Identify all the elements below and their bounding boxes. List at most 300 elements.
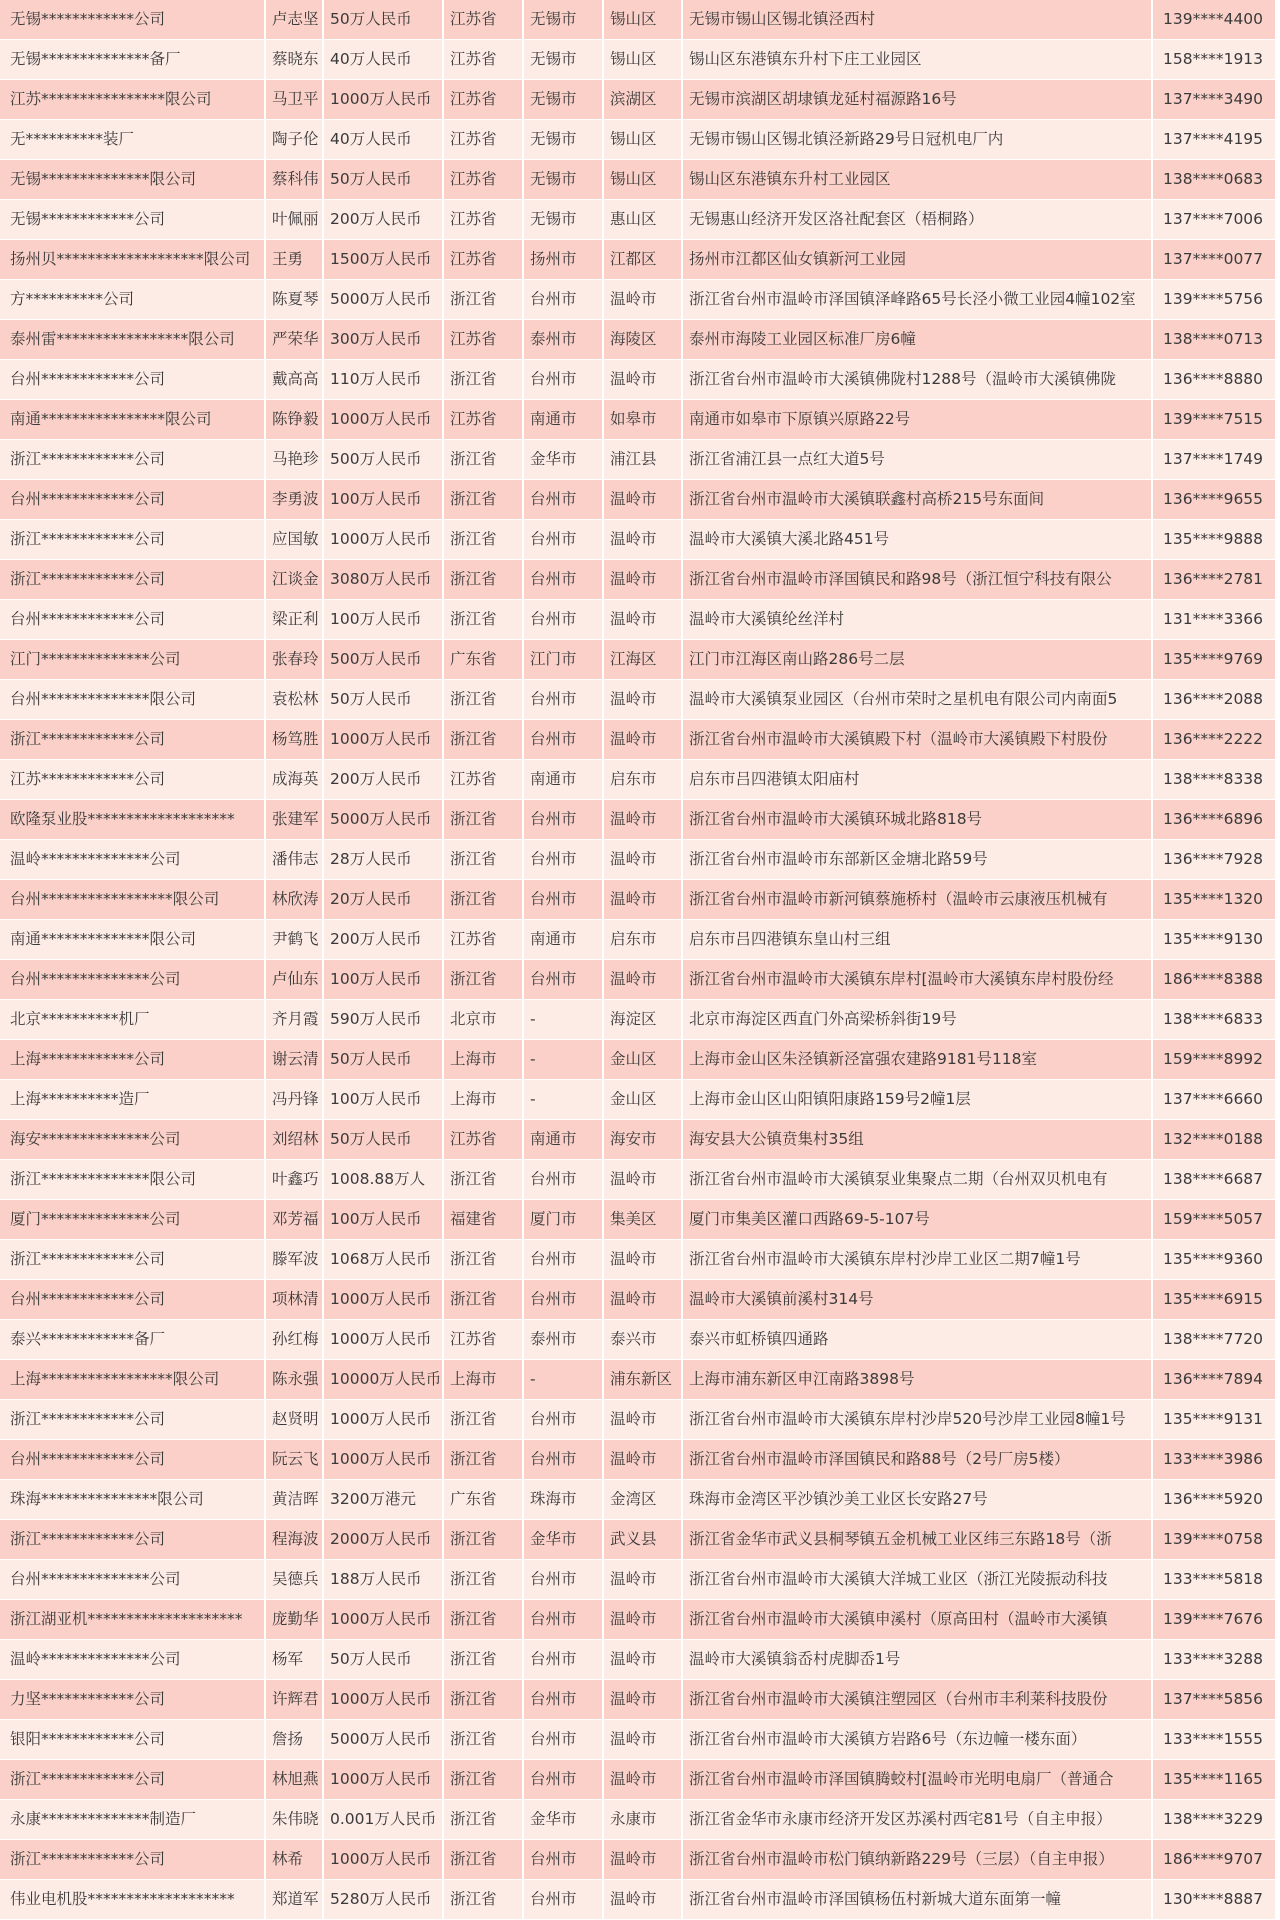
province-cell: 浙江省: [444, 1600, 524, 1639]
city-cell: 台州市: [524, 1760, 604, 1799]
phone-cell: 133****1555: [1163, 1730, 1264, 1748]
province-cell: 浙江省: [444, 1760, 524, 1799]
registered-capital-cell: 100万人民币: [324, 1200, 444, 1239]
city-cell: -: [524, 1040, 604, 1079]
contact-name-cell: 冯丹锋: [266, 1080, 324, 1119]
address-cell: 上海市金山区朱泾镇新泾富强农建路9181号118室: [683, 1040, 1153, 1079]
province-cell: 浙江省: [444, 720, 524, 759]
company-name-cell: 泰兴************备厂: [0, 1320, 266, 1359]
address-cell: 浙江省台州市温岭市大溪镇东岸村沙岸工业区二期7幢1号: [683, 1240, 1153, 1279]
district-cell: 温岭市: [604, 1280, 683, 1319]
address-cell: 浙江省台州市温岭市大溪镇联鑫村高桥215号东面间: [683, 480, 1153, 519]
district-cell: 温岭市: [604, 1840, 683, 1879]
company-name-cell: 泰州雷*****************限公司: [0, 320, 266, 359]
province-cell: 浙江省: [444, 440, 524, 479]
address-cell: 浙江省台州市温岭市松门镇纳新路229号（三层）（自主申报）: [683, 1840, 1153, 1879]
city-cell: 金华市: [524, 440, 604, 479]
table-row: [0, 600, 1275, 640]
contact-name-cell: 陈铮毅: [266, 400, 324, 439]
address-cell: 浙江省台州市温岭市泽国镇腾蛟村[温岭市光明电扇厂（普通合: [683, 1760, 1153, 1799]
district-cell: 温岭市: [604, 1640, 683, 1679]
contact-name-cell: 邓芳福: [266, 1200, 324, 1239]
registered-capital-cell: 10000万人民币: [324, 1360, 444, 1399]
registered-capital-cell: 1000万人民币: [324, 520, 444, 559]
company-name-cell: 力坚************公司: [0, 1680, 266, 1719]
phone-cell: 136****2222: [1163, 730, 1264, 748]
phone-cell: 135****9131: [1163, 1410, 1264, 1428]
city-cell: 台州市: [524, 680, 604, 719]
district-cell: 温岭市: [604, 1720, 683, 1759]
table-row: [0, 1840, 1275, 1880]
city-cell: 台州市: [524, 1280, 604, 1319]
company-name-cell: 浙江************公司: [0, 440, 266, 479]
district-cell: 金山区: [604, 1040, 683, 1079]
district-cell: 温岭市: [604, 960, 683, 999]
phone-cell: 138****6687: [1163, 1170, 1264, 1188]
table-row: [0, 1200, 1275, 1240]
address-cell: 启东市吕四港镇太阳庙村: [683, 760, 1153, 799]
table-row: [0, 1480, 1275, 1520]
company-name-cell: 无锡**************限公司: [0, 160, 266, 199]
city-cell: 泰州市: [524, 320, 604, 359]
address-cell: 浙江省台州市温岭市新河镇蔡施桥村（温岭市云康液压机械有: [683, 880, 1153, 919]
address-cell: 浙江省金华市永康市经济开发区苏溪村西宅81号（自主申报）: [683, 1800, 1153, 1839]
province-cell: 福建省: [444, 1200, 524, 1239]
city-cell: 无锡市: [524, 80, 604, 119]
province-cell: 江苏省: [444, 80, 524, 119]
address-cell: 无锡市滨湖区胡埭镇龙延村福源路16号: [683, 80, 1153, 119]
contact-name-cell: 孙红梅: [266, 1320, 324, 1359]
district-cell: 集美区: [604, 1200, 683, 1239]
company-name-cell: 台州************公司: [0, 1280, 266, 1319]
district-cell: 温岭市: [604, 1600, 683, 1639]
city-cell: 台州市: [524, 1640, 604, 1679]
contact-name-cell: 程海波: [266, 1520, 324, 1559]
province-cell: 浙江省: [444, 1720, 524, 1759]
address-cell: 浙江省台州市温岭市泽国镇民和路88号（2号厂房5楼）: [683, 1440, 1153, 1479]
district-cell: 永康市: [604, 1800, 683, 1839]
phone-cell: 135****9888: [1163, 530, 1264, 548]
company-name-cell: 浙江************公司: [0, 560, 266, 599]
table-row: [0, 0, 1275, 40]
company-name-cell: 浙江************公司: [0, 720, 266, 759]
company-name-cell: 浙江************公司: [0, 1840, 266, 1879]
contact-name-cell: 叶鑫巧: [266, 1160, 324, 1199]
city-cell: 台州市: [524, 1160, 604, 1199]
phone-cell: 139****5756: [1163, 290, 1264, 308]
company-name-cell: 扬州贝*******************限公司: [0, 240, 266, 279]
phone-cell: 136****8880: [1163, 370, 1264, 388]
contact-name-cell: 张建军: [266, 800, 324, 839]
phone-cell: 139****4400: [1163, 10, 1264, 28]
company-name-cell: 无**********装厂: [0, 120, 266, 159]
district-cell: 温岭市: [604, 600, 683, 639]
province-cell: 浙江省: [444, 360, 524, 399]
district-cell: 温岭市: [604, 1440, 683, 1479]
phone-cell: 137****3490: [1163, 90, 1264, 108]
district-cell: 浦东新区: [604, 1360, 683, 1399]
registered-capital-cell: 1000万人民币: [324, 1320, 444, 1359]
phone-cell: 135****9360: [1163, 1250, 1264, 1268]
province-cell: 江苏省: [444, 0, 524, 39]
district-cell: 锡山区: [604, 160, 683, 199]
contact-name-cell: 朱伟晓: [266, 1800, 324, 1839]
table-row: [0, 760, 1275, 800]
province-cell: 浙江省: [444, 1280, 524, 1319]
phone-cell: 138****0683: [1163, 170, 1264, 188]
table-row: [0, 1760, 1275, 1800]
phone-cell: 186****8388: [1163, 970, 1264, 988]
province-cell: 江苏省: [444, 920, 524, 959]
contact-name-cell: 戴高高: [266, 360, 324, 399]
city-cell: 台州市: [524, 560, 604, 599]
address-cell: 浙江省浦江县一点红大道5号: [683, 440, 1153, 479]
registered-capital-cell: 5000万人民币: [324, 1720, 444, 1759]
address-cell: 浙江省台州市温岭市大溪镇申溪村（原高田村（温岭市大溪镇: [683, 1600, 1153, 1639]
company-name-cell: 台州************公司: [0, 360, 266, 399]
district-cell: 温岭市: [604, 1400, 683, 1439]
registered-capital-cell: 1008.88万人: [324, 1160, 444, 1199]
company-name-cell: 台州************公司: [0, 1440, 266, 1479]
registered-capital-cell: 500万人民币: [324, 440, 444, 479]
table-row: [0, 280, 1275, 320]
city-cell: 台州市: [524, 1680, 604, 1719]
contact-name-cell: 马卫平: [266, 80, 324, 119]
city-cell: 台州市: [524, 1600, 604, 1639]
district-cell: 温岭市: [604, 1560, 683, 1599]
registered-capital-cell: 1000万人民币: [324, 720, 444, 759]
city-cell: 台州市: [524, 800, 604, 839]
registered-capital-cell: 1000万人民币: [324, 400, 444, 439]
table-row: [0, 520, 1275, 560]
contact-name-cell: 赵贤明: [266, 1400, 324, 1439]
registered-capital-cell: 50万人民币: [324, 0, 444, 39]
province-cell: 上海市: [444, 1080, 524, 1119]
province-cell: 浙江省: [444, 1440, 524, 1479]
phone-cell: 137****1749: [1163, 450, 1264, 468]
phone-cell: 138****8338: [1163, 770, 1264, 788]
address-cell: 浙江省台州市温岭市大溪镇注塑园区（台州市丰利莱科技股份: [683, 1680, 1153, 1719]
address-cell: 浙江省台州市温岭市泽国镇民和路98号（浙江恒宁科技有限公: [683, 560, 1153, 599]
contact-name-cell: 阮云飞: [266, 1440, 324, 1479]
table-row: [0, 1640, 1275, 1680]
table-row: [0, 840, 1275, 880]
company-name-cell: 无锡************公司: [0, 200, 266, 239]
company-name-cell: 台州**************公司: [0, 960, 266, 999]
table-row: [0, 640, 1275, 680]
contact-name-cell: 杨笃胜: [266, 720, 324, 759]
district-cell: 温岭市: [604, 1240, 683, 1279]
company-name-cell: 台州************公司: [0, 600, 266, 639]
registered-capital-cell: 50万人民币: [324, 680, 444, 719]
contact-name-cell: 梁正利: [266, 600, 324, 639]
registered-capital-cell: 1000万人民币: [324, 80, 444, 119]
company-name-cell: 浙江**************限公司: [0, 1160, 266, 1199]
company-name-cell: 台州*****************限公司: [0, 880, 266, 919]
province-cell: 浙江省: [444, 280, 524, 319]
registered-capital-cell: 300万人民币: [324, 320, 444, 359]
registered-capital-cell: 100万人民币: [324, 1080, 444, 1119]
district-cell: 温岭市: [604, 480, 683, 519]
city-cell: 台州市: [524, 880, 604, 919]
phone-cell: 135****9130: [1163, 930, 1264, 948]
company-name-cell: 台州**************公司: [0, 1560, 266, 1599]
city-cell: 台州市: [524, 600, 604, 639]
province-cell: 江苏省: [444, 400, 524, 439]
contact-name-cell: 蔡晓东: [266, 40, 324, 79]
phone-cell: 158****1913: [1163, 50, 1264, 68]
company-name-cell: 珠海***************限公司: [0, 1480, 266, 1519]
province-cell: 江苏省: [444, 160, 524, 199]
phone-cell: 159****8992: [1163, 1050, 1264, 1068]
registered-capital-cell: 3080万人民币: [324, 560, 444, 599]
phone-cell: 186****9707: [1163, 1850, 1264, 1868]
address-cell: 无锡惠山经济开发区洛社配套区（梧桐路）: [683, 200, 1153, 239]
city-cell: 扬州市: [524, 240, 604, 279]
contact-name-cell: 刘绍林: [266, 1120, 324, 1159]
company-name-cell: 温岭**************公司: [0, 840, 266, 879]
contact-name-cell: 陈夏琴: [266, 280, 324, 319]
address-cell: 浙江省台州市温岭市泽国镇杨伍村新城大道东面第一幢: [683, 1880, 1153, 1919]
table-row: [0, 1320, 1275, 1360]
registered-capital-cell: 200万人民币: [324, 920, 444, 959]
contact-name-cell: 江谈金: [266, 560, 324, 599]
table-row: [0, 1560, 1275, 1600]
phone-cell: 135****9769: [1163, 650, 1264, 668]
table-row: [0, 1040, 1275, 1080]
registered-capital-cell: 1000万人民币: [324, 1600, 444, 1639]
table-row: [0, 240, 1275, 280]
phone-cell: 130****8887: [1163, 1890, 1264, 1908]
district-cell: 温岭市: [604, 360, 683, 399]
province-cell: 浙江省: [444, 840, 524, 879]
city-cell: -: [524, 1360, 604, 1399]
district-cell: 锡山区: [604, 120, 683, 159]
district-cell: 启东市: [604, 920, 683, 959]
address-cell: 浙江省金华市武义县桐琴镇五金机械工业区纬三东路18号（浙: [683, 1520, 1153, 1559]
city-cell: 泰州市: [524, 1320, 604, 1359]
district-cell: 如皋市: [604, 400, 683, 439]
address-cell: 江门市江海区南山路286号二层: [683, 640, 1153, 679]
phone-cell: 138****6833: [1163, 1010, 1264, 1028]
table-row: [0, 920, 1275, 960]
table-row: [0, 400, 1275, 440]
phone-cell: 133****5818: [1163, 1570, 1264, 1588]
company-name-cell: 江门**************公司: [0, 640, 266, 679]
address-cell: 浙江省台州市温岭市大溪镇环城北路818号: [683, 800, 1153, 839]
contact-name-cell: 吴德兵: [266, 1560, 324, 1599]
table-row: [0, 1240, 1275, 1280]
phone-cell: 135****1320: [1163, 890, 1264, 908]
company-name-cell: 银阳************公司: [0, 1720, 266, 1759]
contact-name-cell: 陶子伦: [266, 120, 324, 159]
city-cell: 无锡市: [524, 40, 604, 79]
province-cell: 浙江省: [444, 800, 524, 839]
address-cell: 温岭市大溪镇大溪北路451号: [683, 520, 1153, 559]
contact-name-cell: 马艳珍: [266, 440, 324, 479]
table-row: [0, 1680, 1275, 1720]
registered-capital-cell: 40万人民币: [324, 120, 444, 159]
table-row: [0, 1000, 1275, 1040]
phone-cell: 136****6896: [1163, 810, 1264, 828]
registered-capital-cell: 0.001万人民币: [324, 1800, 444, 1839]
company-name-cell: 南通**************限公司: [0, 920, 266, 959]
company-name-cell: 上海*****************限公司: [0, 1360, 266, 1399]
city-cell: -: [524, 1080, 604, 1119]
district-cell: 锡山区: [604, 0, 683, 39]
company-name-cell: 浙江湖亚机********************: [0, 1600, 266, 1639]
registered-capital-cell: 1000万人民币: [324, 1280, 444, 1319]
table-row: [0, 800, 1275, 840]
province-cell: 江苏省: [444, 760, 524, 799]
province-cell: 浙江省: [444, 1160, 524, 1199]
table-row: [0, 1360, 1275, 1400]
district-cell: 海安市: [604, 1120, 683, 1159]
city-cell: 台州市: [524, 1440, 604, 1479]
district-cell: 海陵区: [604, 320, 683, 359]
city-cell: 南通市: [524, 1120, 604, 1159]
company-name-cell: 台州**************限公司: [0, 680, 266, 719]
company-name-cell: 无锡************公司: [0, 0, 266, 39]
address-cell: 温岭市大溪镇纶丝洋村: [683, 600, 1153, 639]
registered-capital-cell: 1000万人民币: [324, 1680, 444, 1719]
phone-cell: 135****6915: [1163, 1290, 1264, 1308]
company-name-cell: 浙江************公司: [0, 1400, 266, 1439]
city-cell: 台州市: [524, 280, 604, 319]
registered-capital-cell: 200万人民币: [324, 200, 444, 239]
province-cell: 江苏省: [444, 120, 524, 159]
city-cell: 无锡市: [524, 160, 604, 199]
phone-cell: 133****3288: [1163, 1650, 1264, 1668]
address-cell: 扬州市江都区仙女镇新河工业园: [683, 240, 1153, 279]
district-cell: 温岭市: [604, 680, 683, 719]
city-cell: 江门市: [524, 640, 604, 679]
contact-name-cell: 张春玲: [266, 640, 324, 679]
phone-cell: 131****3366: [1163, 610, 1264, 628]
table-row: [0, 720, 1275, 760]
registered-capital-cell: 50万人民币: [324, 1040, 444, 1079]
district-cell: 惠山区: [604, 200, 683, 239]
registered-capital-cell: 1000万人民币: [324, 1760, 444, 1799]
table-row: [0, 200, 1275, 240]
province-cell: 浙江省: [444, 600, 524, 639]
address-cell: 浙江省台州市温岭市大溪镇东岸村[温岭市大溪镇东岸村股份经: [683, 960, 1153, 999]
company-name-cell: 上海************公司: [0, 1040, 266, 1079]
city-cell: 金华市: [524, 1800, 604, 1839]
contact-name-cell: 郑道军: [266, 1880, 324, 1919]
contact-name-cell: 尹鹤飞: [266, 920, 324, 959]
district-cell: 江海区: [604, 640, 683, 679]
city-cell: 无锡市: [524, 120, 604, 159]
phone-cell: 137****4195: [1163, 130, 1264, 148]
city-cell: 台州市: [524, 1560, 604, 1599]
registered-capital-cell: 1000万人民币: [324, 1400, 444, 1439]
table-row: [0, 1160, 1275, 1200]
registered-capital-cell: 50万人民币: [324, 1120, 444, 1159]
address-cell: 上海市浦东新区申江南路3898号: [683, 1360, 1153, 1399]
province-cell: 浙江省: [444, 960, 524, 999]
company-name-cell: 北京**********机厂: [0, 1000, 266, 1039]
company-name-cell: 浙江************公司: [0, 1760, 266, 1799]
phone-cell: 132****0188: [1163, 1130, 1264, 1148]
registered-capital-cell: 110万人民币: [324, 360, 444, 399]
address-cell: 无锡市锡山区锡北镇泾西村: [683, 0, 1153, 39]
contact-name-cell: 卢仙东: [266, 960, 324, 999]
city-cell: 台州市: [524, 1720, 604, 1759]
address-cell: 浙江省台州市温岭市大溪镇方岩路6号（东边幢一楼东面）: [683, 1720, 1153, 1759]
table-row: [0, 40, 1275, 80]
province-cell: 江苏省: [444, 1320, 524, 1359]
city-cell: 台州市: [524, 1840, 604, 1879]
table-row: [0, 960, 1275, 1000]
registered-capital-cell: 1000万人民币: [324, 1840, 444, 1879]
city-cell: 厦门市: [524, 1200, 604, 1239]
province-cell: 浙江省: [444, 520, 524, 559]
address-cell: 温岭市大溪镇翁岙村虎脚岙1号: [683, 1640, 1153, 1679]
address-cell: 浙江省台州市温岭市大溪镇佛陇村1288号（温岭市大溪镇佛陇: [683, 360, 1153, 399]
district-cell: 温岭市: [604, 1760, 683, 1799]
registered-capital-cell: 50万人民币: [324, 160, 444, 199]
table-row: [0, 1440, 1275, 1480]
phone-cell: 138****3229: [1163, 1810, 1264, 1828]
table-row: [0, 1120, 1275, 1160]
table-row: [0, 880, 1275, 920]
district-cell: 温岭市: [604, 720, 683, 759]
contact-name-cell: 成海英: [266, 760, 324, 799]
company-name-cell: 永康**************制造厂: [0, 1800, 266, 1839]
city-cell: 南通市: [524, 760, 604, 799]
table-row: [0, 1080, 1275, 1120]
city-cell: 台州市: [524, 720, 604, 759]
company-name-cell: 江苏****************限公司: [0, 80, 266, 119]
contact-name-cell: 王勇: [266, 240, 324, 279]
contact-name-cell: 庞勤华: [266, 1600, 324, 1639]
address-cell: 泰兴市虹桥镇四通路: [683, 1320, 1153, 1359]
contact-name-cell: 李勇波: [266, 480, 324, 519]
table-row: [0, 120, 1275, 160]
table-row: [0, 480, 1275, 520]
registered-capital-cell: 3200万港元: [324, 1480, 444, 1519]
registered-capital-cell: 100万人民币: [324, 600, 444, 639]
address-cell: 海安县大公镇贲集村35组: [683, 1120, 1153, 1159]
phone-cell: 137****5856: [1163, 1690, 1264, 1708]
district-cell: 温岭市: [604, 800, 683, 839]
registered-capital-cell: 1000万人民币: [324, 1440, 444, 1479]
contact-name-cell: 应国敏: [266, 520, 324, 559]
city-cell: 台州市: [524, 1880, 604, 1919]
address-cell: 启东市吕四港镇东皇山村三组: [683, 920, 1153, 959]
company-name-cell: 江苏************公司: [0, 760, 266, 799]
phone-cell: 138****0713: [1163, 330, 1264, 348]
address-cell: 锡山区东港镇东升村下庄工业园区: [683, 40, 1153, 79]
registered-capital-cell: 1068万人民币: [324, 1240, 444, 1279]
address-cell: 厦门市集美区灌口西路69-5-107号: [683, 1200, 1153, 1239]
district-cell: 江都区: [604, 240, 683, 279]
address-cell: 无锡市锡山区锡北镇泾新路29号日冠机电厂内: [683, 120, 1153, 159]
city-cell: 台州市: [524, 840, 604, 879]
district-cell: 锡山区: [604, 40, 683, 79]
contact-name-cell: 齐月霞: [266, 1000, 324, 1039]
city-cell: 无锡市: [524, 200, 604, 239]
address-cell: 浙江省台州市温岭市大溪镇泵业集聚点二期（台州双贝机电有: [683, 1160, 1153, 1199]
province-cell: 浙江省: [444, 1800, 524, 1839]
province-cell: 广东省: [444, 1480, 524, 1519]
contact-name-cell: 林欣涛: [266, 880, 324, 919]
city-cell: 台州市: [524, 480, 604, 519]
registered-capital-cell: 5000万人民币: [324, 280, 444, 319]
city-cell: 台州市: [524, 1400, 604, 1439]
address-cell: 温岭市大溪镇泵业园区（台州市荣时之星机电有限公司内南面5: [683, 680, 1153, 719]
